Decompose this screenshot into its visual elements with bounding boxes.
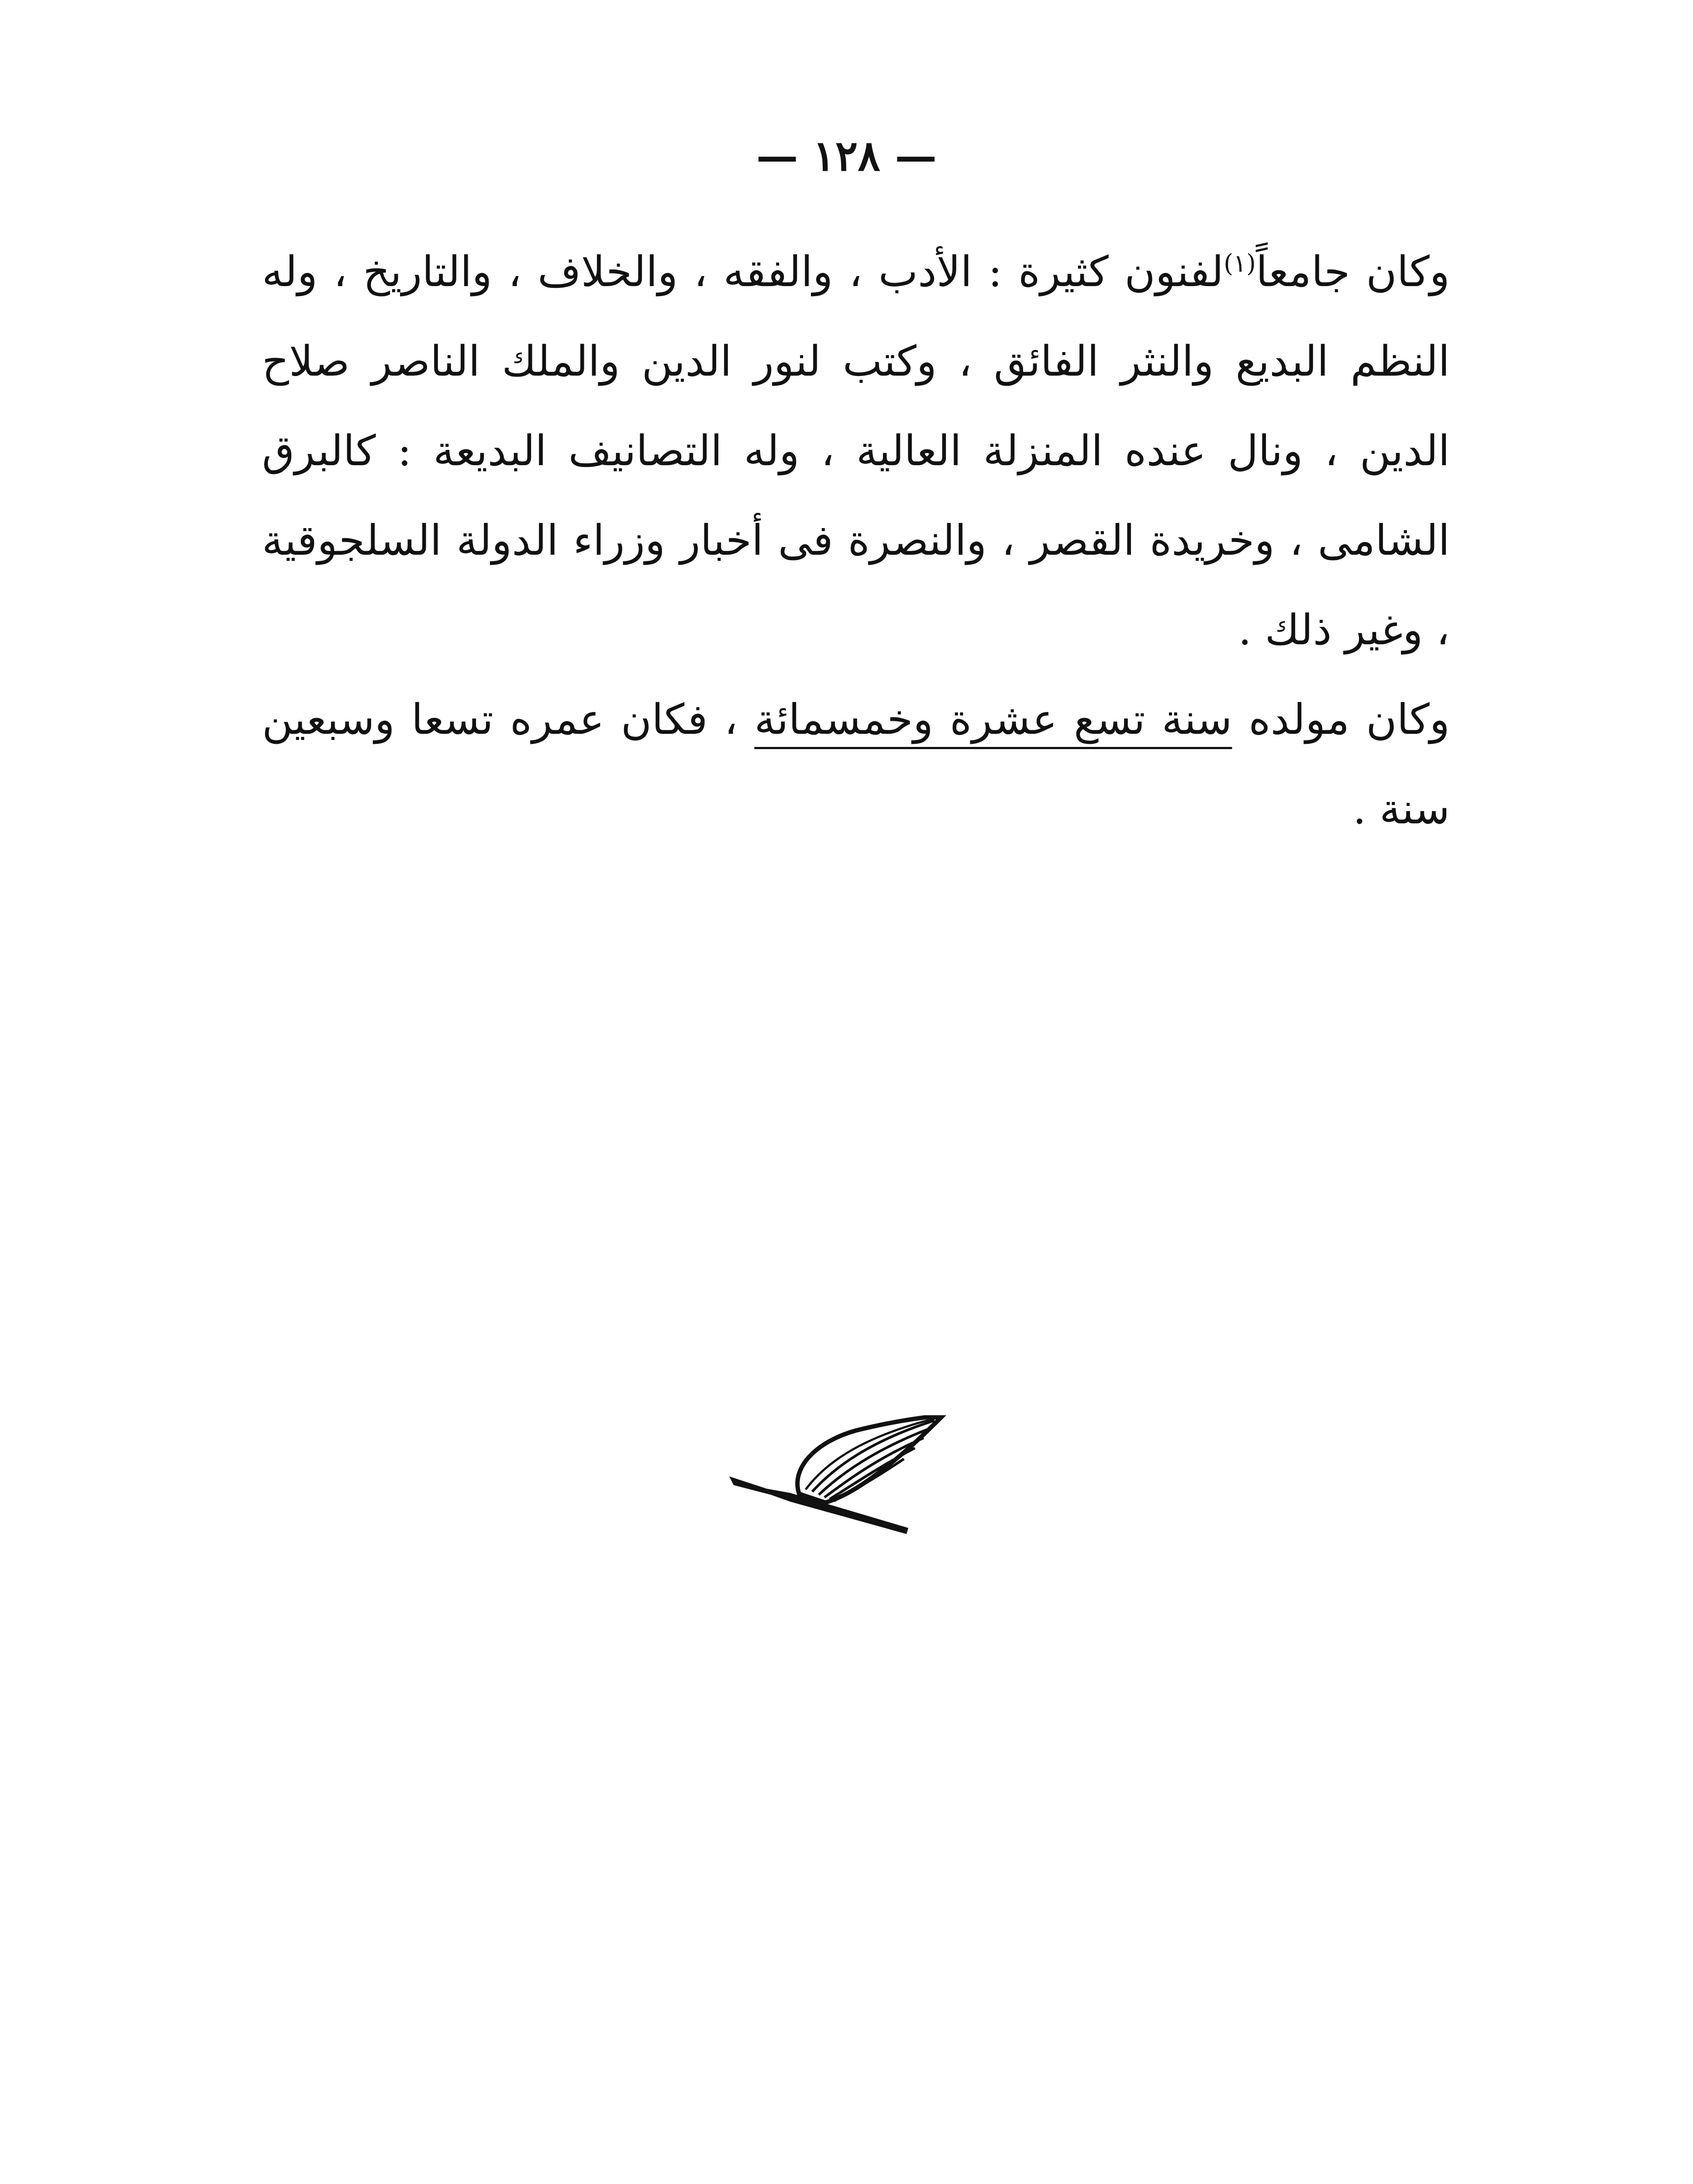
paragraph-2-rest: ، فكان عمره تسعا وسبعين سنة . [262, 695, 1450, 833]
paragraph-2 [262, 675, 1450, 854]
paragraph-1-rest: لفنون كثيرة : الأدب ، والفقه ، والخلاف ، والتاريخ ، وله النظم البديع والنثر الفائق ، وكتب لنور الدين والملك الناصر صلاح الدين ، ونال عنده المنزلة العالية ، وله التصانيف البديعة : كالبرق الشامى ، وخريدة القصر ، والنصرة فى أخبار وزراء الدولة السلجوقية ، وغير ذلك . [262, 247, 1450, 654]
paragraph-1 [262, 227, 1450, 675]
winged-pen-ornament-icon [725, 1415, 952, 1555]
paragraph-1-start: وكان جامعاً [1255, 247, 1450, 296]
footnote-reference: (١) [1224, 249, 1256, 278]
paragraph-2-start: وكان مولده [1232, 695, 1450, 744]
underlined-date: سنة تسع عشرة وخمسمائة [754, 695, 1232, 744]
page-number: — ١٢٨ — [756, 131, 937, 180]
body-text [262, 227, 1450, 854]
